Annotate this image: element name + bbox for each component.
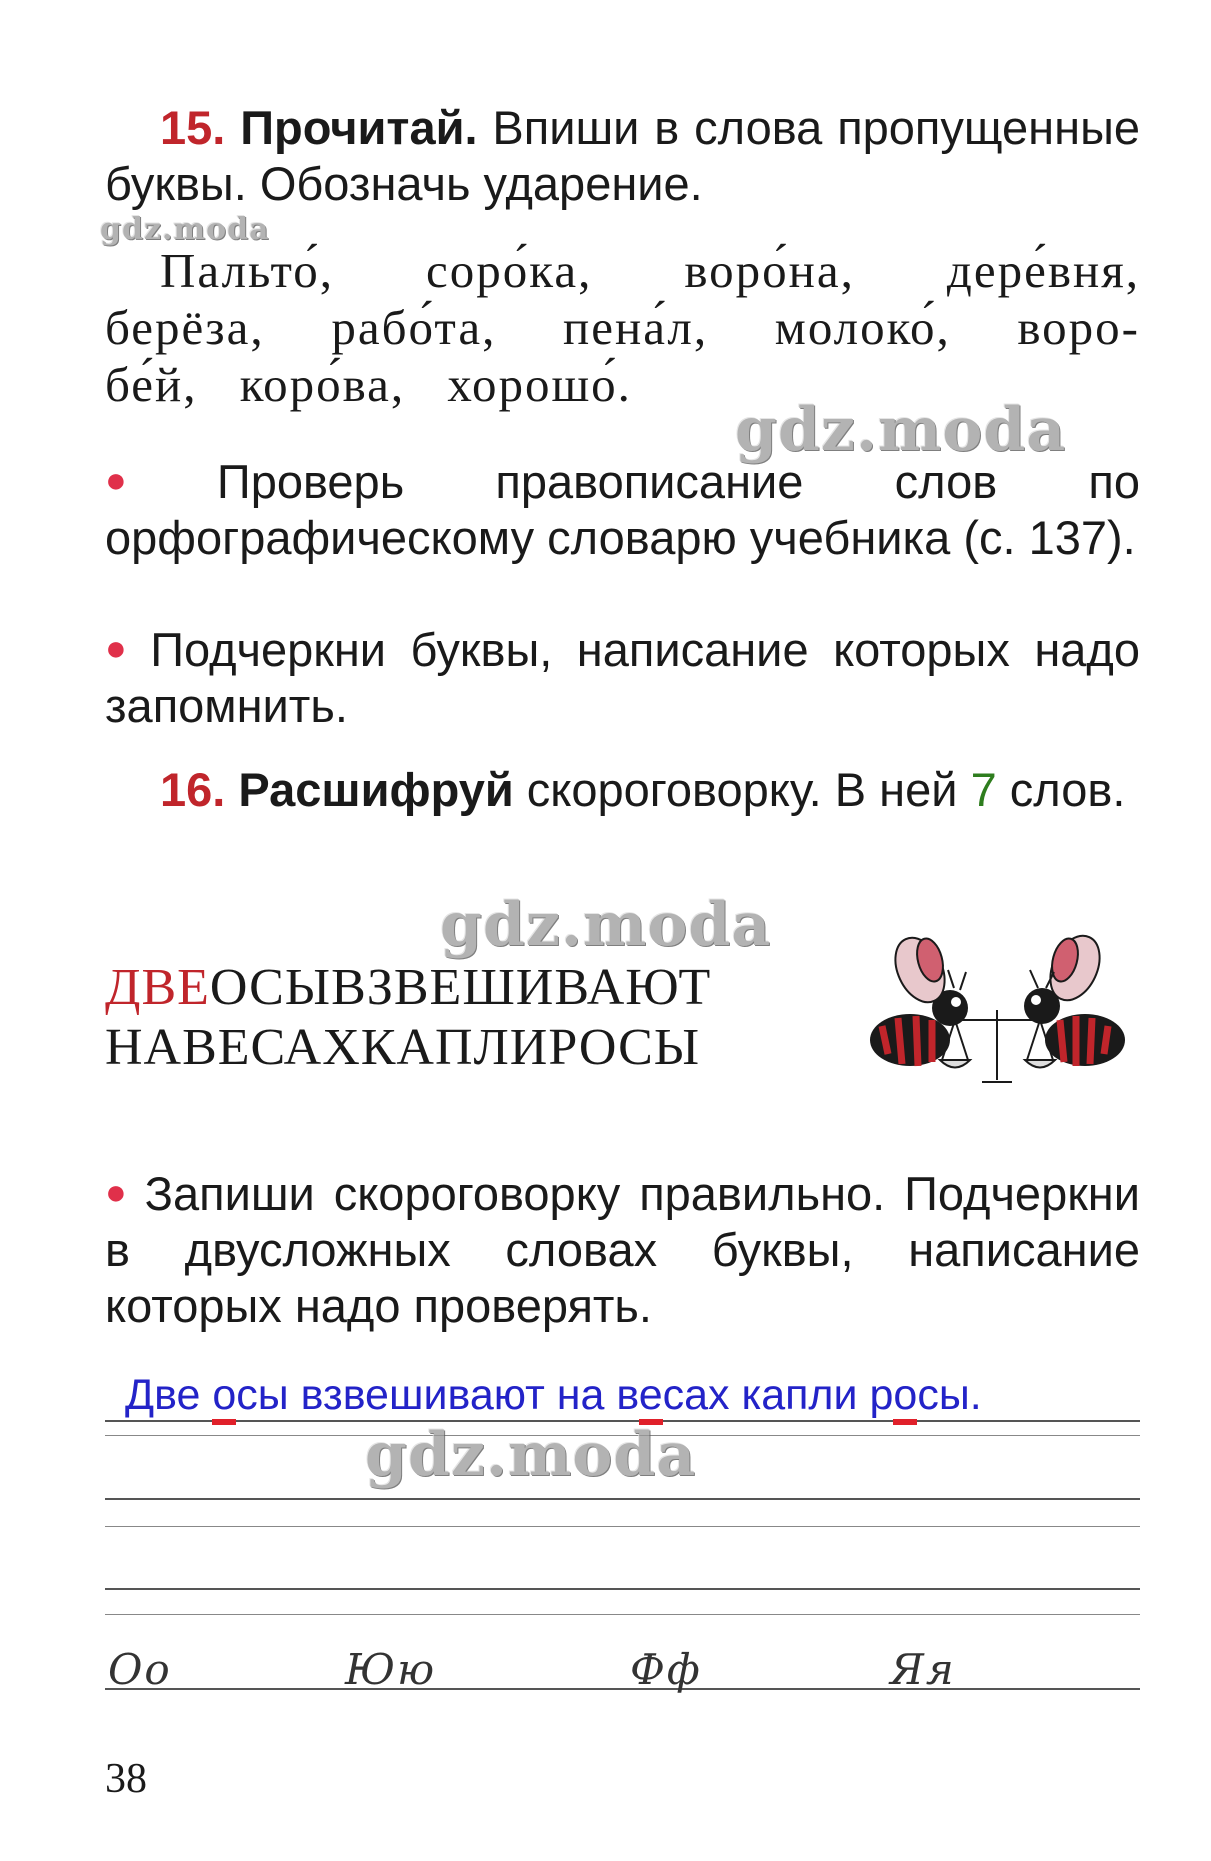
task16-text: скороговорку. В ней xyxy=(526,763,958,816)
task15-word-list xyxy=(105,242,1140,413)
cursive-sample-4: Яя xyxy=(890,1645,956,1694)
bullet-icon: ● xyxy=(105,627,139,668)
tongue-twister-puzzle: ДВЕОСЫВЗВЕШИВАЮТ НАВЕСАХКАПЛИРОСЫ xyxy=(105,959,712,1076)
bee-left-icon xyxy=(870,930,968,1066)
task15-bullet-1: ● Проверь правописание слов по орфографическому словарю учебника (с. 137). xyxy=(105,455,1141,564)
watermark: gdz.moda xyxy=(100,212,270,247)
page-number: 38 xyxy=(105,1756,147,1802)
task16-title: Расшифруй xyxy=(238,763,514,816)
task15-title: Прочитай. xyxy=(240,101,478,154)
task15-instruction xyxy=(105,100,1140,212)
cursive-sample-2: Юю xyxy=(345,1645,437,1694)
cursive-sample-1: Оо xyxy=(108,1645,172,1694)
handwritten-answer: Две осы взвешивают на весах капли росы. xyxy=(125,1370,982,1420)
bullet-icon: ● xyxy=(105,1171,133,1212)
task16-bullet: ● Запиши скороговорку правильно. Подчеркни в двусложных словах буквы, написание которых надо проверять. xyxy=(105,1167,1140,1332)
task15-bullet-2: ● Подчеркни буквы, написание которых надо запомнить. xyxy=(105,623,1140,732)
answer-underline-2: е xyxy=(639,1371,663,1425)
watermark: gdz.moda xyxy=(440,890,772,960)
bullet-icon: ● xyxy=(105,459,205,500)
word-line-2: берёза, рабо́та, пена́л, молоко́, воро- xyxy=(105,300,1140,355)
task15-number: 15. xyxy=(160,101,226,154)
watermark: gdz.moda xyxy=(365,1420,697,1490)
task15-text: Впиши в слова пропущенные буквы. Обозначь ударение. xyxy=(105,101,1140,210)
bee-right-icon xyxy=(1024,930,1125,1066)
task16-instruction: 16. Расшифруй скороговорку. В ней 7 слов. xyxy=(160,763,1126,816)
bees-with-scales-illustration xyxy=(870,930,1130,1090)
answer-underline-3: о xyxy=(893,1371,917,1425)
watermark: gdz.moda xyxy=(735,395,1067,465)
task16-number: 16. xyxy=(160,763,226,816)
scales-icon xyxy=(940,1010,1055,1082)
task16-word-count: 7 xyxy=(970,763,997,816)
puzzle-red-letters: ДВЕ xyxy=(105,959,210,1016)
word-line-1: Пальто́, соро́ка, воро́на, дере́вня, xyxy=(160,243,1140,298)
answer-underline-1: о xyxy=(212,1371,236,1425)
word-line-3: бе́й, коро́ва, хорошо́. xyxy=(105,357,632,412)
cursive-sample-3: Фф xyxy=(630,1645,702,1694)
